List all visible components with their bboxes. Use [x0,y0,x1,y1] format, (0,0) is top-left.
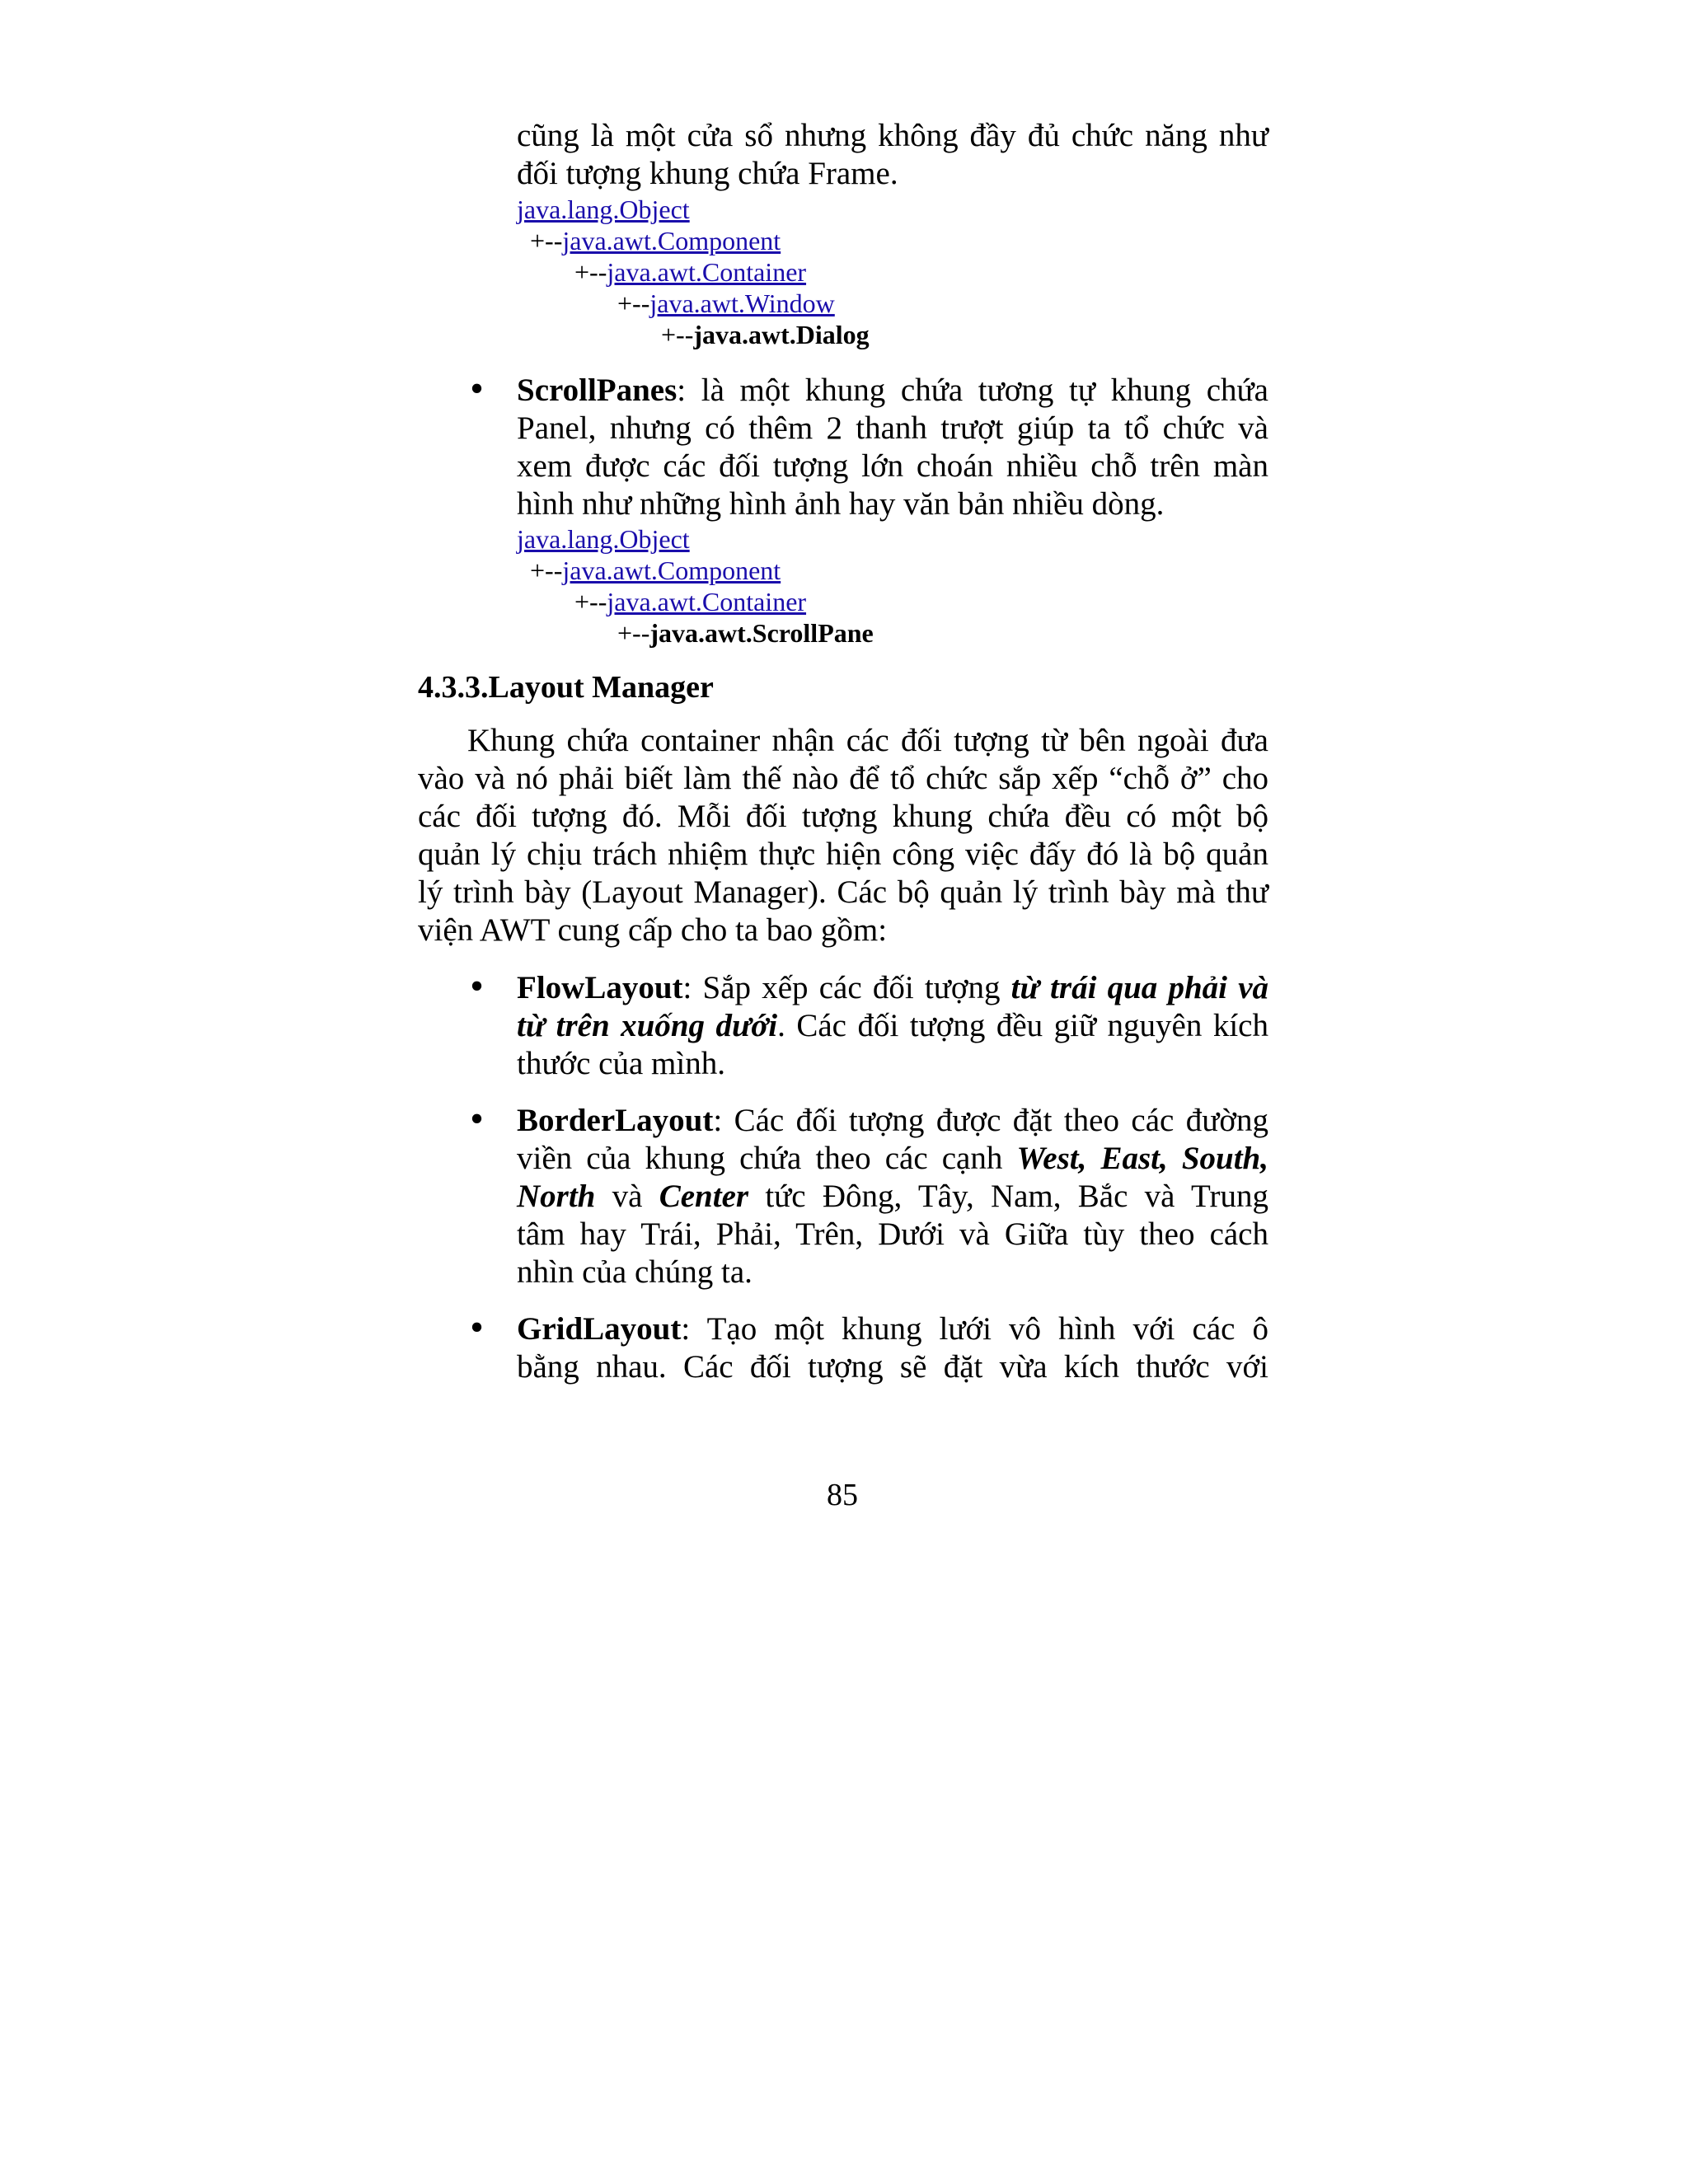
scroll-hierarchy [517,523,690,555]
bullet-gridlayout: • [467,1310,487,1347]
flowlayout-text-2: . Các đối tượng đều giữ nguyên kích [777,1008,1268,1043]
flowlayout-line-3: thước của mình. [517,1046,725,1081]
borderlayout-line-1 [517,1102,1268,1140]
scrollpanes-line-2: Panel, nhưng có thêm 2 thanh trượt giúp ta tổ chức và [517,410,1268,446]
flowlayout-emphasis: từ trái qua phải và [1010,970,1269,1005]
tree-prefix: +-- [530,226,563,255]
intro-line-2: đối tượng khung chứa Frame. [517,156,898,191]
layout-paragraph-line-3: các đối tượng đó. Mỗi đối tượng khung chứa đều có một bộ [418,799,1268,834]
tree-prefix: +-- [617,288,650,318]
term-scrollpanes: ScrollPanes [517,373,678,408]
tree-prefix: +-- [574,587,607,616]
scrollpanes-line-3: xem được các đối tượng lớn choán nhiều chỗ trên màn [517,448,1268,484]
borderlayout-line-3 [517,1178,1268,1216]
tree-prefix: +-- [530,555,563,585]
flowlayout-text: : Sắp xếp các đối tượng [682,970,1011,1005]
layout-paragraph-line-2: vào và nó phải biết làm thế nào để tổ chức sắp xếp “chỗ ở” cho [418,761,1268,796]
dialog-hierarchy-row-2 [530,225,781,256]
bullet-borderlayout: • [467,1102,487,1139]
borderlayout-emphasis-north: North [517,1179,596,1214]
link-java-awt-component[interactable]: java.awt.Component [562,226,781,255]
borderlayout-line-5: nhìn của chúng ta. [517,1254,753,1290]
scroll-hierarchy-row-4 [617,617,874,649]
term-gridlayout: GridLayout [517,1311,682,1347]
flowlayout-line-2 [517,1007,1268,1045]
class-java-awt-dialog: java.awt.Dialog [693,320,870,349]
gridlayout-line-2: bằng nhau. Các đối tượng sẽ đặt vừa kích thước với [517,1349,1268,1385]
borderlayout-line-2 [517,1140,1268,1178]
borderlayout-text-3a: và [595,1179,659,1214]
scroll-hierarchy-row-2 [530,555,781,586]
dialog-hierarchy-row-5 [661,319,870,350]
class-java-awt-scrollpane: java.awt.ScrollPane [649,618,874,648]
flowlayout-emphasis-2: từ trên xuống dưới [517,1008,778,1043]
link-java-awt-window[interactable]: java.awt.Window [649,288,835,318]
borderlayout-emphasis: West, East, South, [1016,1141,1268,1176]
borderlayout-emphasis-center: Center [659,1179,749,1214]
link-java-awt-container[interactable]: java.awt.Container [607,587,807,616]
layout-paragraph-line-5: lý trình bày (Layout Manager). Các bộ quản lý trình bày mà thư [418,874,1268,910]
link-java-lang-object[interactable]: java.lang.Object [517,524,690,554]
gridlayout-text: : Tạo một khung lưới vô hình với các ô [681,1311,1268,1347]
gridlayout-line-1 [517,1310,1268,1348]
borderlayout-text: : Các đối tượng được đặt theo các đường [713,1103,1268,1138]
section-heading: 4.3.3.Layout Manager [418,670,714,705]
layout-paragraph-line-4: quản lý chịu trách nhiệm thực hiện công việc đấy đó là bộ quản [418,837,1268,872]
dialog-hierarchy-row-4 [617,288,835,319]
borderlayout-line-4: tâm hay Trái, Phải, Trên, Dưới và Giữa tùy theo cách [517,1216,1268,1252]
link-java-lang-object[interactable]: java.lang.Object [517,194,690,224]
link-java-awt-component[interactable]: java.awt.Component [562,555,781,585]
flowlayout-line-1 [517,969,1268,1007]
tree-prefix: +-- [617,618,650,648]
scroll-hierarchy-row-3 [574,586,806,617]
bullet-scrollpanes: • [467,372,487,409]
layout-paragraph-line-6: viện AWT cung cấp cho ta bao gồm: [418,912,888,948]
scrollpanes-line-4: hình như những hình ảnh hay văn bản nhiều dòng. [517,486,1165,522]
intro-line-1: cũng là một cửa sổ nhưng không đầy đủ chức năng như [517,118,1268,153]
term-borderlayout: BorderLayout [517,1103,714,1138]
tree-prefix: +-- [661,320,694,349]
layout-paragraph-line-1: Khung chứa container nhận các đối tượng từ bên ngoài đưa [467,723,1268,758]
scrollpanes-line-1 [517,372,1268,410]
dialog-hierarchy-row-3 [574,256,806,288]
tree-prefix: +-- [574,257,607,287]
dialog-hierarchy [517,194,690,225]
scrollpanes-text: : là một khung chứa tương tự khung chứa [677,373,1268,408]
link-java-awt-container[interactable]: java.awt.Container [607,257,807,287]
borderlayout-text-2: viền của khung chứa theo các cạnh [517,1141,1017,1176]
bullet-flowlayout: • [467,969,487,1006]
page-number: 85 [827,1478,858,1512]
borderlayout-text-3b: tức Đông, Tây, Nam, Bắc và Trung [748,1179,1268,1214]
term-flowlayout: FlowLayout [517,970,683,1005]
